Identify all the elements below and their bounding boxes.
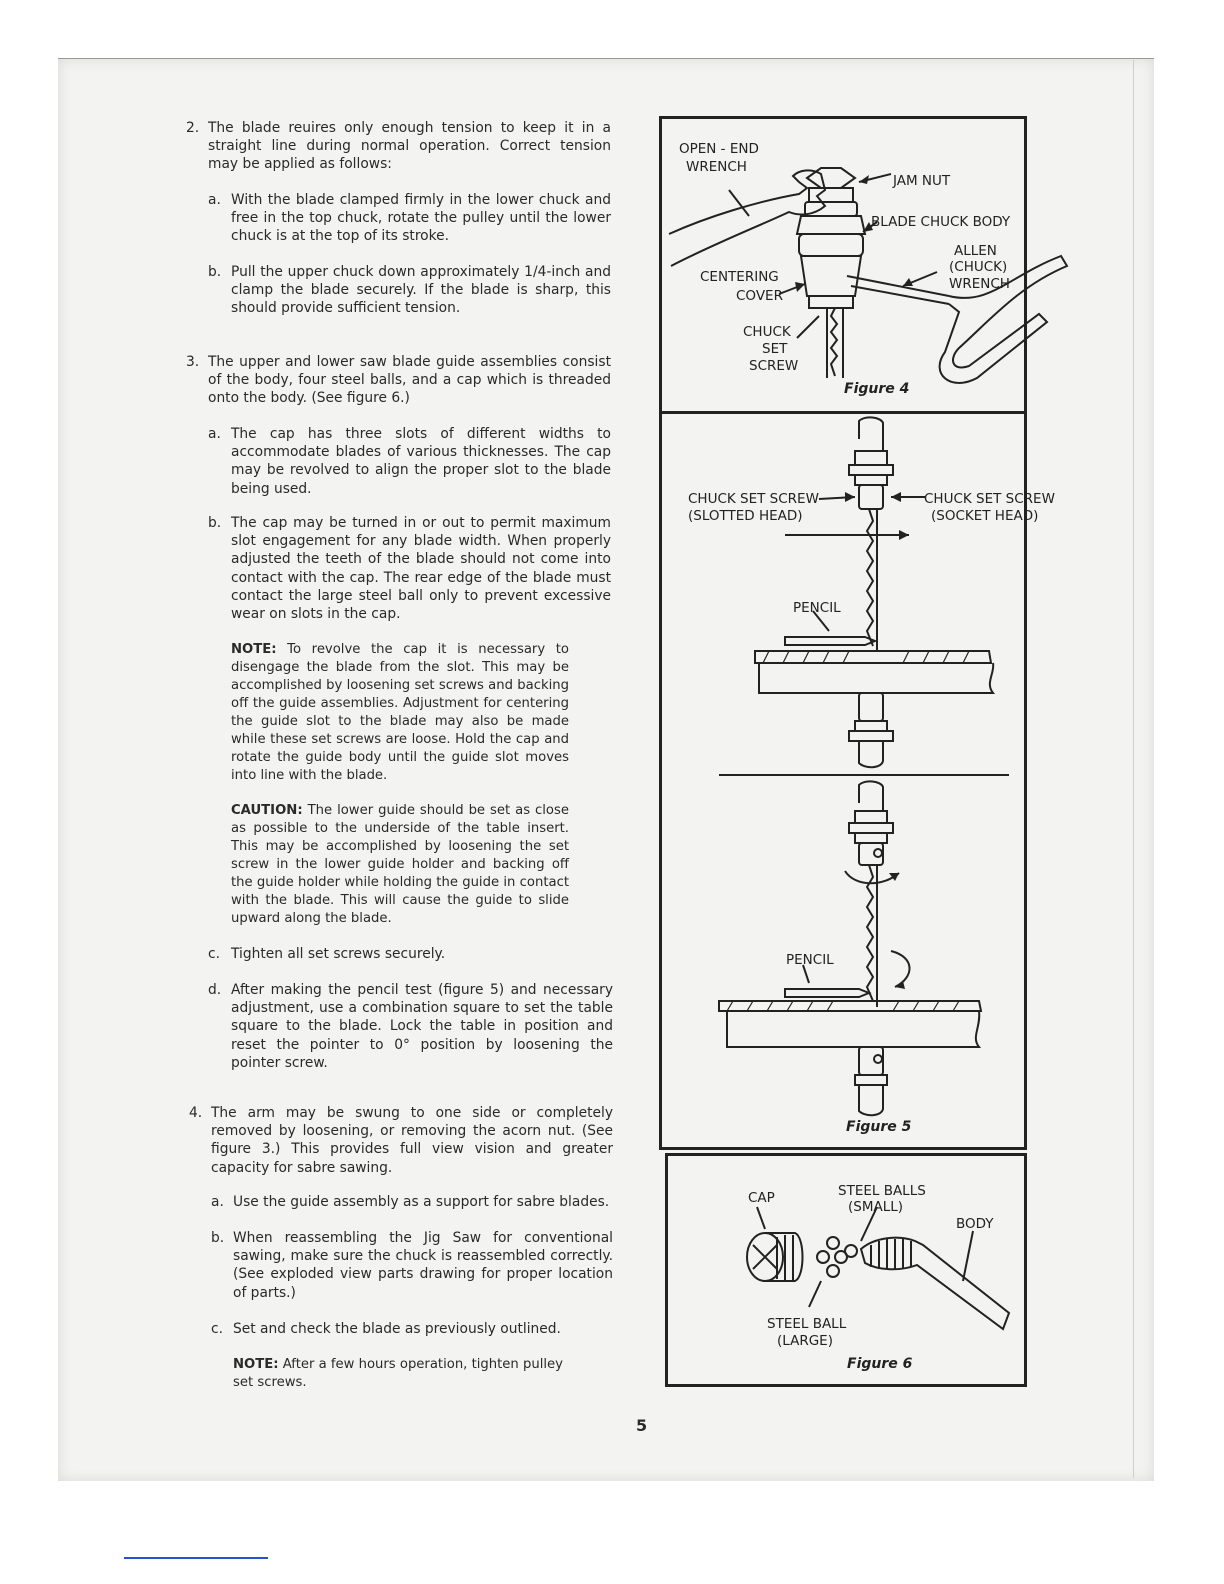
note-label: NOTE: (233, 1357, 279, 1372)
label-allen-1: ALLEN (954, 243, 997, 259)
label-body: BODY (956, 1216, 994, 1232)
caution-label: CAUTION: (231, 803, 303, 818)
label-pencil-bottom: PENCIL (786, 952, 834, 968)
label-jam-nut: JAM NUT (893, 173, 951, 189)
caution-block (231, 802, 569, 928)
paragraph-4a: Use the guide assembly as a support for sabre blades. (233, 1194, 610, 1210)
label-blade-chuck-body: BLADE CHUCK BODY (871, 214, 1011, 230)
label-wrench-2: WRENCH (686, 159, 747, 175)
figure-4-panel (659, 116, 1027, 414)
sub-label: b. (208, 264, 222, 280)
note-block (231, 641, 569, 785)
paragraph-4: The arm may be swung to one side or completely removed by loosening, or removing the acorn nut. (See figure 3.) This provides full view vision and greater capacity for sabre sawing. (211, 1105, 613, 1176)
paragraph-3c: Tighten all set screws securely. (231, 946, 446, 962)
sub-label: d. (208, 982, 222, 998)
figure-5-caption: Figure 5 (846, 1119, 912, 1135)
paragraph-3: The upper and lower saw blade guide assemblies consist of the body, four steel balls, and a cap which is threaded onto the body. (See figure 6.) (208, 354, 611, 407)
label-centering-1: CENTERING (700, 269, 779, 285)
label-allen-3: WRENCH (949, 276, 1010, 292)
label-chuck-1: CHUCK (743, 324, 791, 340)
paragraph-3d: After making the pencil test (figure 5) and necessary adjustment, use a combination square to set the table square to the blade. Lock the table in position and reset the pointer to 0° position by loosening the pointer screw. (231, 982, 613, 1071)
label-chuck-2: SET (762, 341, 788, 357)
label-balls-small-1: STEEL BALLS (838, 1183, 926, 1199)
paragraph-4c: Set and check the blade as previously outlined. (233, 1321, 561, 1337)
paragraph-3a: The cap has three slots of different widths to accommodate blades of various thicknesses. The cap may be revolved to align the proper slot to the blade being used. (231, 426, 611, 497)
figure-4-caption: Figure 4 (844, 381, 910, 397)
note-label: NOTE: (231, 642, 277, 657)
label-centering-2: COVER (736, 288, 783, 304)
sub-label: a. (211, 1194, 224, 1210)
sub-label: b. (208, 515, 222, 531)
figure-6-panel (665, 1153, 1027, 1387)
page-fold-shadow (1133, 60, 1134, 1478)
note-block-2 (233, 1356, 571, 1392)
label-pencil-top: PENCIL (793, 600, 841, 616)
item-number: 4. (189, 1105, 203, 1121)
label-balls-small-2: (SMALL) (848, 1199, 904, 1215)
label-slotted-1: CHUCK SET SCREW (688, 491, 819, 507)
footer-rule (124, 1557, 268, 1559)
label-socket-2: (SOCKET HEAD) (931, 508, 1039, 524)
sub-label: a. (208, 426, 221, 442)
page-number: 5 (636, 1416, 648, 1435)
paragraph-2b: Pull the upper chuck down approximately 1/4-inch and clamp the blade securely. If the blade is sharp, this should provide sufficient tension. (231, 264, 611, 317)
paragraph-2: The blade reuires only enough tension to keep it in a straight line during normal operation. Correct tension may be applied as follows: (208, 120, 611, 173)
paragraph-2a: With the blade clamped firmly in the lower chuck and free in the top chuck, rotate the pulley until the lower chuck is at the top of its stroke. (231, 192, 611, 245)
label-socket-1: CHUCK SET SCREW (924, 491, 1055, 507)
label-chuck-3: SCREW (749, 358, 799, 374)
figure-5-panel (659, 411, 1055, 1150)
caution-text: The lower guide should be set as close as possible to the underside of the table insert. This may be accomplished by loosening the set screw in the lower guide holder and backing off the guide holder while holding the guide in contact with the blade. This will cause the guide to slide upward along the blade. (231, 803, 569, 926)
paragraph-4b: When reassembling the Jig Saw for conventional sawing, make sure the chuck is reassembled correctly. (See exploded view parts drawing for proper location of parts.) (233, 1230, 613, 1301)
label-wrench-1: OPEN - END (679, 141, 759, 157)
sub-label: a. (208, 192, 221, 208)
sub-label: b. (211, 1230, 225, 1246)
note-text: To revolve the cap it is necessary to disengage the blade from the slot. This may be accomplished by loosening set screws and backing off the guide assemblies. Adjustment for centering the guide slot to the blade may also be made while these set screws are loose. Hold the cap and rotate the guide body until the guide slot moves into line with the blade. (231, 642, 569, 783)
item-number: 2. (186, 120, 200, 136)
label-slotted-2: (SLOTTED HEAD) (688, 508, 803, 524)
figure-6-caption: Figure 6 (847, 1356, 913, 1372)
sub-label: c. (208, 946, 220, 962)
paragraph-3b: The cap may be turned in or out to permit maximum slot engagement for any blade width. When properly adjusted the teeth of the blade should not come into contact with the cap. The rear edge of the blade must contact the large steel ball only to prevent excessive wear on slots in the cap. (231, 515, 611, 623)
label-ball-large-1: STEEL BALL (767, 1316, 847, 1332)
item-number: 3. (186, 354, 200, 370)
note-text: After a few hours operation, tighten pulley set screws. (233, 1357, 563, 1390)
label-allen-2: (CHUCK) (949, 259, 1008, 275)
label-ball-large-2: (LARGE) (777, 1333, 833, 1349)
sub-label: c. (211, 1321, 223, 1337)
label-cap: CAP (748, 1190, 775, 1206)
